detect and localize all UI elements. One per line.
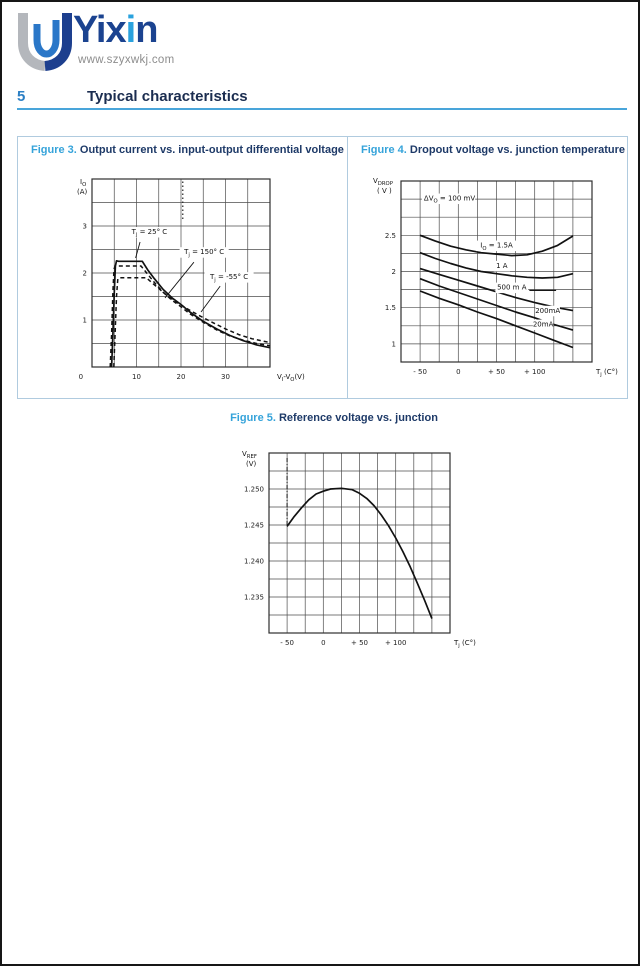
figure3-title	[18, 137, 347, 158]
figure3-label: Figure 3.	[31, 144, 77, 156]
svg-text:( V ): ( V )	[377, 187, 392, 195]
svg-text:1.245: 1.245	[243, 521, 264, 530]
chart-canvas	[64, 170, 346, 386]
figure4-title	[348, 137, 629, 158]
svg-text:1.235: 1.235	[243, 593, 264, 602]
brand-text-accent: i	[125, 9, 136, 51]
svg-text:Tj = -55° C: $T_j = -55^\circ$ C	[209, 273, 249, 284]
figure5-label: Figure 5.	[230, 412, 276, 424]
svg-text:1.5: 1.5	[384, 304, 396, 313]
svg-text:Tj = 25° C: $T_j = 25^\circ$ C	[131, 227, 168, 239]
svg-text:+ 100: + 100	[523, 368, 546, 376]
svg-text:1: 1	[391, 340, 396, 349]
svg-text:- 50: - 50	[280, 639, 294, 647]
svg-text:2.5: 2.5	[384, 231, 396, 240]
website-url: www.szyxwkj.com	[78, 54, 175, 66]
svg-text:+ 50: + 50	[488, 368, 505, 376]
svg-text:1: 1	[82, 316, 87, 325]
svg-text:10: 10	[132, 373, 141, 381]
svg-text:200mA: 200mA	[535, 306, 561, 315]
svg-text:1.240: 1.240	[243, 557, 264, 566]
figure4-caption: Dropout voltage vs. junction temperature	[409, 144, 626, 156]
svg-text:Tj (C°): $T_j$ (C°)	[596, 368, 618, 379]
svg-text:VI-VO(V): $V_I-V_O(V)$	[277, 373, 305, 384]
figure5-chart	[240, 443, 492, 664]
svg-text:0: 0	[321, 639, 326, 647]
figure3-chart	[64, 170, 346, 391]
brand-text-suffix: n	[135, 9, 158, 51]
figure5-caption: Reference voltage vs. junction	[278, 412, 438, 424]
svg-text:(A): (A)	[77, 188, 88, 196]
figure3-panel	[18, 137, 348, 398]
brand-text-primary: Yix	[73, 9, 126, 51]
figure4-label: Figure 4.	[361, 144, 407, 156]
svg-text:Tj (C°): $T_j$ (C°)	[454, 639, 476, 650]
section-rule	[17, 108, 627, 110]
figure3-caption: Output current vs. input-output differential voltage	[79, 144, 344, 156]
svg-text:+ 50: + 50	[351, 639, 368, 647]
svg-text:0: 0	[78, 373, 84, 381]
brand-wordmark	[73, 11, 157, 49]
svg-text:(V): (V)	[246, 460, 257, 468]
svg-text:Tj = 150° C: $T_j = 150^\circ$ C	[184, 248, 225, 259]
svg-text:IO: $I_O$	[80, 178, 87, 189]
chart-canvas	[370, 170, 628, 386]
svg-text:2: 2	[391, 268, 396, 276]
svg-text:1 A: 1 A	[496, 261, 508, 270]
svg-text:VDROP: $V_{DROP}$	[373, 177, 393, 188]
svg-text:500 m A: 500 m A	[497, 283, 527, 292]
section-title: Typical characteristics	[87, 88, 248, 105]
svg-text:3: 3	[82, 222, 87, 231]
svg-text:1.250: 1.250	[243, 485, 264, 494]
section-number: 5	[17, 88, 26, 105]
svg-text:ΔVO = 100 mV: $\Delta V_O = 100$ mV	[423, 194, 476, 205]
svg-text:0: 0	[456, 368, 461, 376]
figure5-title	[2, 412, 638, 424]
figure4-panel	[348, 137, 629, 398]
svg-text:- 50: - 50	[413, 368, 427, 376]
svg-text:2: 2	[82, 269, 87, 278]
svg-text:VREF: $V_{REF}$	[242, 450, 257, 461]
svg-text:+ 100: + 100	[384, 639, 407, 647]
yixin-logo-icon	[15, 9, 75, 73]
svg-text:IO = 1.5A: $I_O = 1.5A$	[480, 241, 513, 252]
svg-text:30: 30	[221, 373, 230, 381]
svg-text:20mA: 20mA	[532, 320, 554, 329]
figures-box	[17, 136, 628, 399]
svg-text:20: 20	[176, 373, 186, 381]
chart-canvas	[240, 443, 492, 659]
figure4-chart	[370, 170, 628, 391]
